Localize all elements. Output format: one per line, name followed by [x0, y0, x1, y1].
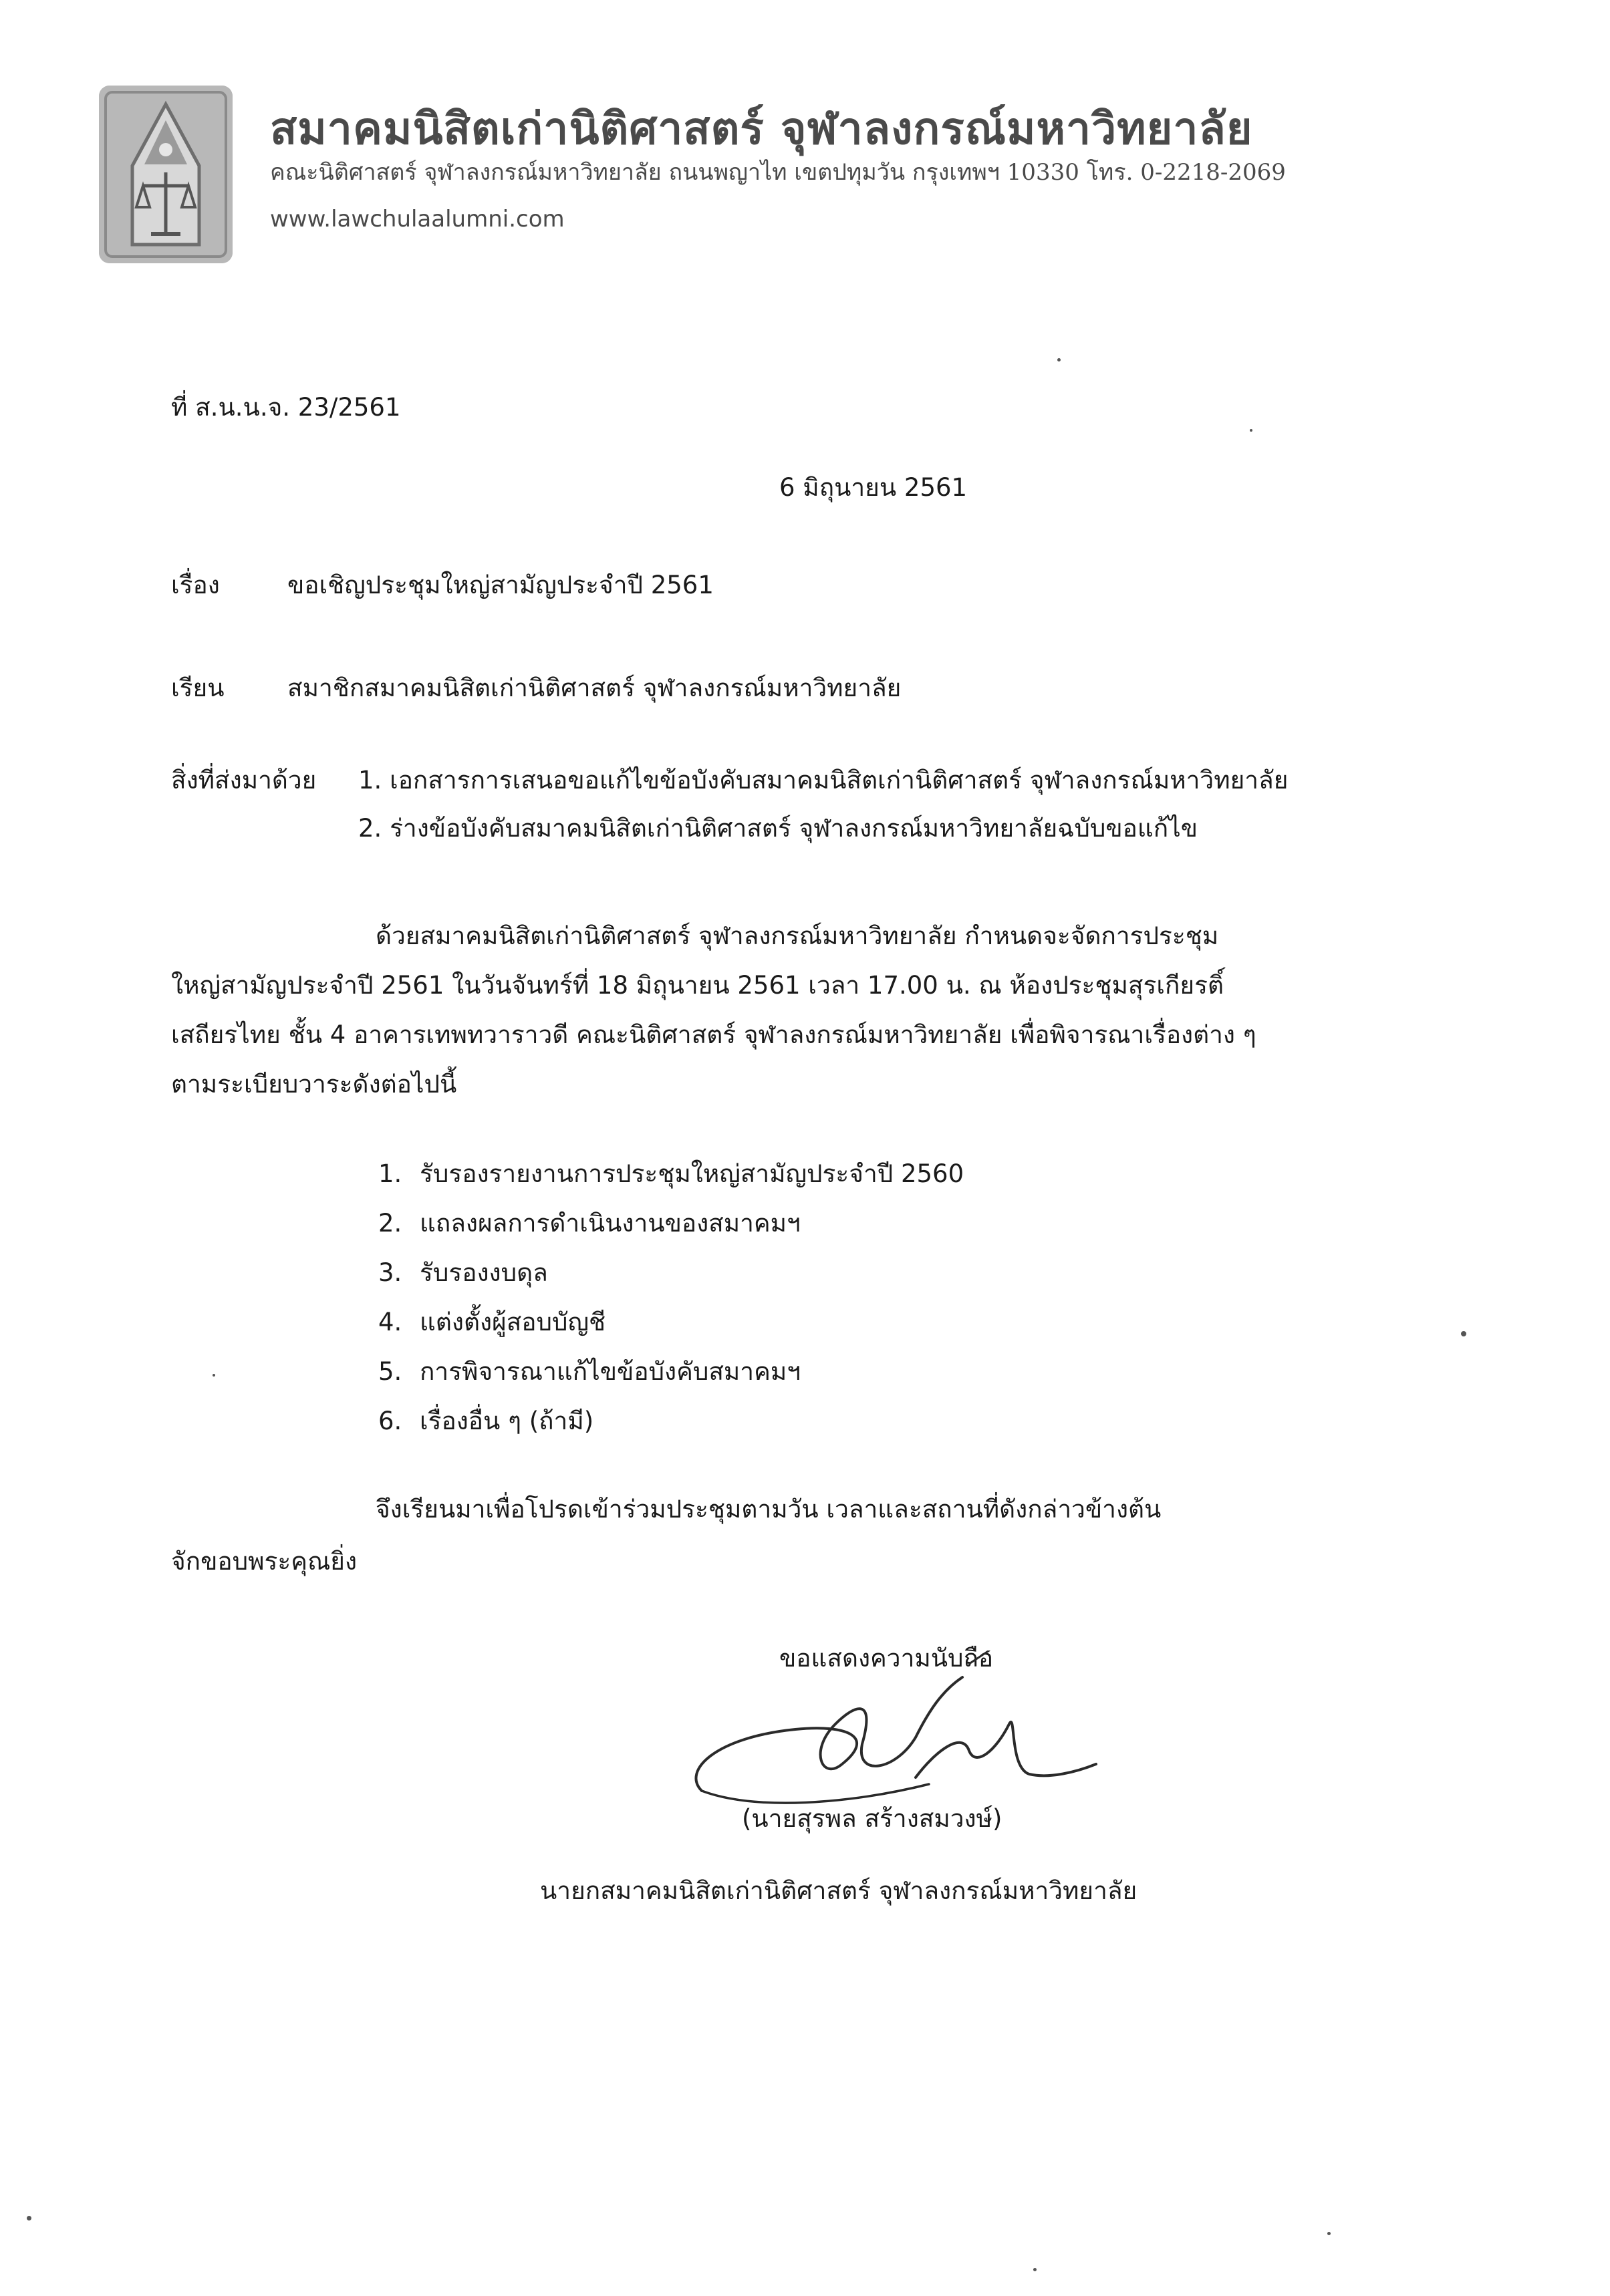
- scan-speck: [1033, 2268, 1037, 2271]
- scan-speck: [213, 1374, 215, 1377]
- agenda-text: แถลงผลการดำเนินงานของสมาคมฯ: [420, 1209, 801, 1238]
- signer-title: นายกสมาคมนิสิตเก่านิติศาสตร์ จุฬาลงกรณ์มหาวิทยาลัย: [540, 1876, 1137, 1905]
- body-line: ใหญ่สามัญประจำปี 2561 ในวันจันทร์ที่ 18 มิถุนายน 2561 เวลา 17.00 น. ณ ห้องประชุมสุรเกียรติ์: [171, 971, 1224, 1000]
- reference-number: ที่ ส.น.น.จ. 23/2561: [171, 393, 401, 422]
- scan-speck: [1461, 1331, 1466, 1336]
- organization-address: คณะนิติศาสตร์ จุฬาลงกรณ์มหาวิทยาลัย ถนนพญาไท เขตปทุมวัน กรุงเทพฯ 10330 โทร. 0-2218-2069: [270, 159, 1286, 186]
- agenda-number: 2.: [378, 1209, 402, 1238]
- association-seal-icon: [99, 86, 233, 263]
- agenda-number: 6.: [378, 1407, 402, 1435]
- body-line: ตามระเบียบวาระดังต่อไปนี้: [171, 1070, 457, 1099]
- subject-text: ขอเชิญประชุมใหญ่สามัญประจำปี 2561: [287, 571, 714, 599]
- scan-speck: [1057, 358, 1061, 362]
- agenda-item: [378, 1347, 1314, 1397]
- agenda-text: รับรองรายงานการประชุมใหญ่สามัญประจำปี 2560: [420, 1159, 964, 1188]
- agenda-item: [378, 1199, 1314, 1248]
- letter-date: 6 มิถุนายน 2561: [779, 473, 968, 502]
- handwritten-signature: [675, 1651, 1103, 1824]
- agenda-text: การพิจารณาแก้ไขข้อบังคับสมาคมฯ: [420, 1357, 801, 1386]
- enclosures-label: สิ่งที่ส่งมาด้วย: [171, 766, 317, 795]
- subject-label: เรื่อง: [171, 571, 220, 599]
- body-line: ด้วยสมาคมนิสิตเก่านิติศาสตร์ จุฬาลงกรณ์มหาวิทยาลัย กำหนดจะจัดการประชุม: [376, 921, 1219, 950]
- scan-speck: [1250, 429, 1252, 432]
- closing-line: จักขอบพระคุณยิ่ง: [171, 1547, 358, 1576]
- closing-paragraph: [171, 1483, 1401, 1588]
- organization-name: สมาคมนิสิตเก่านิติศาสตร์ จุฬาลงกรณ์มหาวิทยาลัย: [270, 103, 1253, 154]
- body-line: เสถียรไทย ชั้น 4 อาคารเทพทวาราวดี คณะนิติศาสตร์ จุฬาลงกรณ์มหาวิทยาลัย เพื่อพิจารณาเรื่องต่าง ๆ: [171, 1020, 1256, 1049]
- agenda-number: 4.: [378, 1308, 402, 1336]
- agenda-item: [378, 1248, 1314, 1298]
- agenda-item: [378, 1298, 1314, 1347]
- agenda-number: 1.: [378, 1159, 402, 1188]
- agenda-item: [378, 1397, 1314, 1446]
- scan-speck: [27, 2216, 31, 2220]
- signer-name: (นายสุรพล สร้างสมวงษ์): [742, 1804, 1002, 1833]
- agenda-list: [378, 1149, 1314, 1446]
- agenda-text: รับรองงบดุล: [420, 1258, 548, 1287]
- agenda-text: แต่งตั้งผู้สอบบัญชี: [420, 1308, 606, 1336]
- agenda-text: เรื่องอื่น ๆ (ถ้ามี): [420, 1407, 594, 1435]
- agenda-item: [378, 1149, 1314, 1199]
- organization-website: www.lawchulaalumni.com: [270, 206, 565, 233]
- recipient-text: สมาชิกสมาคมนิสิตเก่านิติศาสตร์ จุฬาลงกรณ์มหาวิทยาลัย: [287, 674, 902, 702]
- body-paragraph: [171, 911, 1401, 1109]
- scan-speck: [1327, 2232, 1331, 2235]
- regards-text: ขอแสดงความนับถือ: [779, 1644, 994, 1673]
- enclosure-item: 2. ร่างข้อบังคับสมาคมนิสิตเก่านิติศาสตร์ จุฬาลงกรณ์มหาวิทยาลัยฉบับขอแก้ไข: [358, 814, 1198, 843]
- enclosure-item: 1. เอกสารการเสนอขอแก้ไขข้อบังคับสมาคมนิสิตเก่านิติศาสตร์ จุฬาลงกรณ์มหาวิทยาลัย: [358, 766, 1289, 795]
- closing-line: จึงเรียนมาเพื่อโปรดเข้าร่วมประชุมตามวัน เวลาและสถานที่ดังกล่าวข้างต้น: [376, 1495, 1162, 1524]
- agenda-number: 3.: [378, 1258, 402, 1287]
- recipient-label: เรียน: [171, 674, 225, 702]
- agenda-number: 5.: [378, 1357, 402, 1386]
